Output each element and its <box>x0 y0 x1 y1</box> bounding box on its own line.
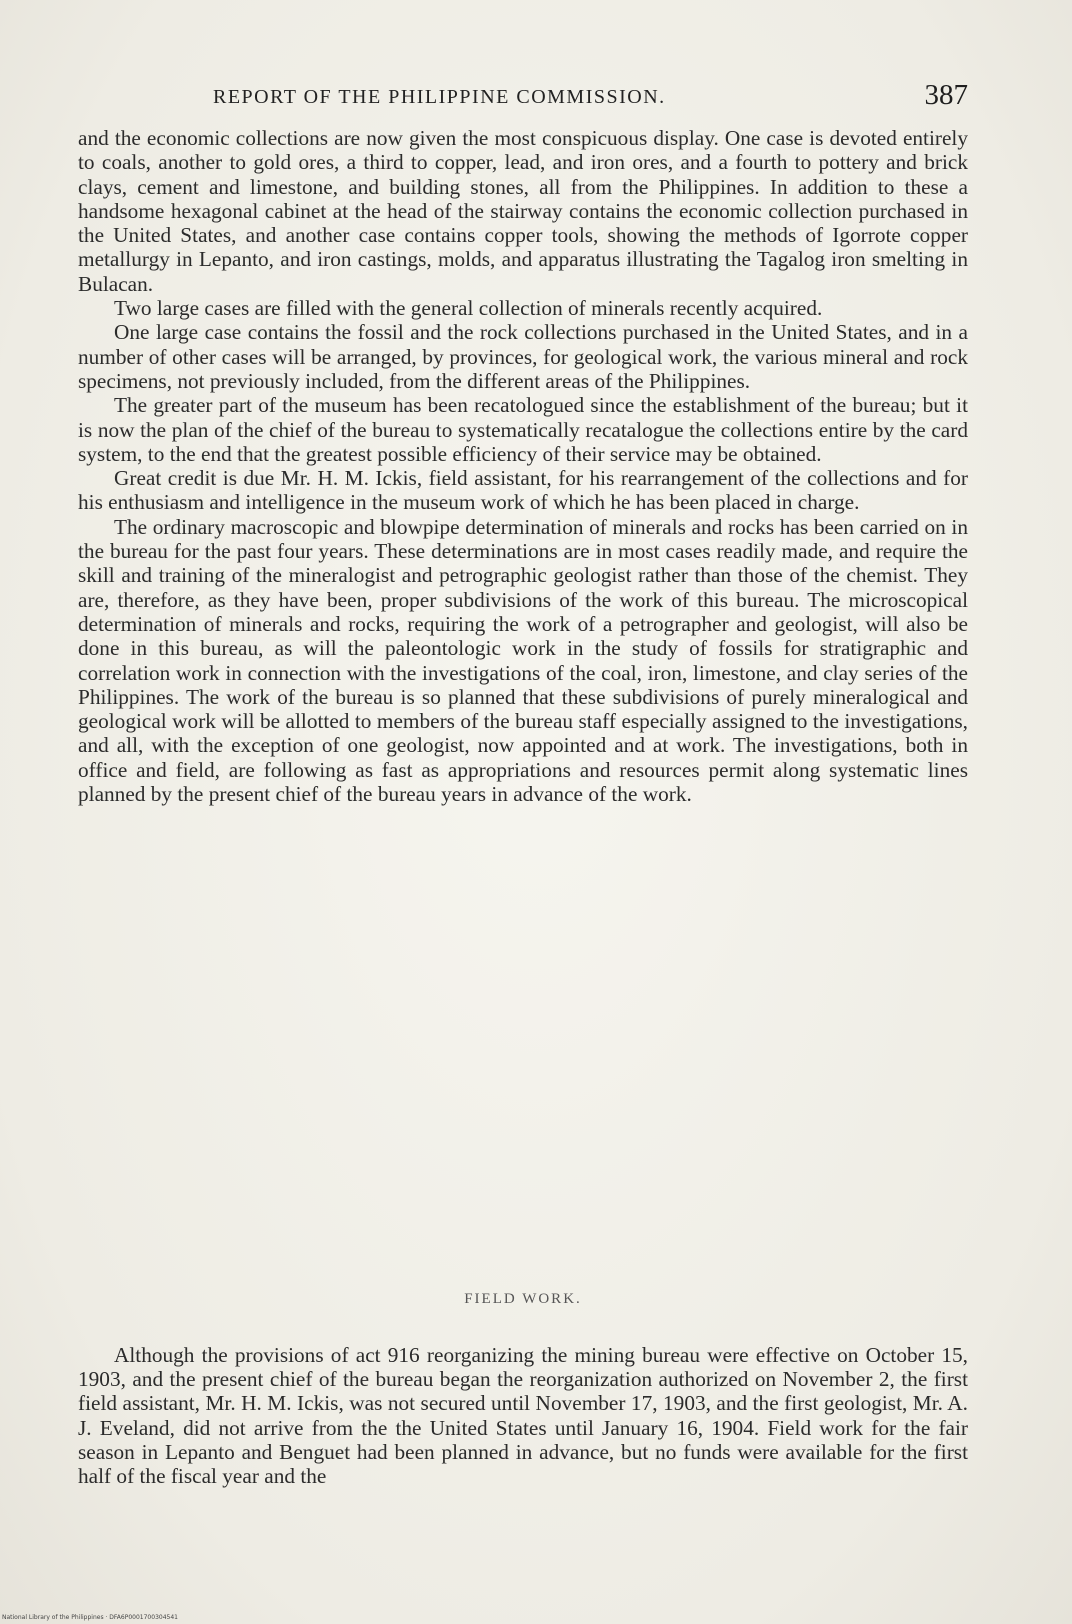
body-text <box>78 126 968 806</box>
paragraph: The ordinary macroscopic and blowpipe determination of minerals and rocks has been carried on in the bureau for the past four years. These determinations are in most cases readily made, and require the skill and training of the mineralogist and petrographic geologist rather than those of the chemist. They are, therefore, as they have been, proper subdivisions of the work of this bureau. The microscopical determination of minerals and rocks, requiring the work of a petrographer and geologist, will also be done in this bureau, as will the paleontologic work in the study of fossils for stratigraphic and correlation work in connection with the investigations of the coal, iron, limestone, and clay series of the Philippines. The work of the bureau is so planned that these subdivisions of purely mineralogical and geological work will be allotted to members of the bureau staff especially assigned to the investigations, and all, with the exception of one geologist, now appointed and at work. The investigations, both in office and field, are following as fast as appropriations and resources permit along systematic lines planned by the present chief of the bureau years in advance of the work. <box>78 514 968 807</box>
paragraph: and the economic collections are now given the most conspicuous display. One case is devoted entirely to coals, another to gold ores, a third to copper, lead, and iron ores, and a fourth to pottery and brick clays, cement and limestone, and building stones, all from the Philippines. In addition to these a handsome hexagonal cabinet at the head of the stairway contains the economic collection purchased in the United States, and another case contains copper tools, showing the methods of Igorrote copper metallurgy in Lepanto, and iron castings, molds, and apparatus illustrating the Tagalog iron smelting in Bulacan. <box>78 126 968 296</box>
paragraph: Great credit is due Mr. H. M. Ickis, field assistant, for his rearrangement of the collections and for his enthusiasm and intelligence in the museum work of which he has been placed in charge. <box>78 466 968 515</box>
library-stamp: National Library of the Philippines · DFA6P0001700304541 <box>2 1614 178 1621</box>
paragraph: Two large cases are filled with the general collection of minerals recently acquired. <box>114 296 823 321</box>
section-body-text <box>78 1343 968 1488</box>
paragraph: The greater part of the museum has been recatologued since the establishment of the bureau; but it is now the plan of the chief of the bureau to systematically recatalogue the collections entire by the card system, to the end that the greatest possible efficiency of their service may be obtained. <box>78 393 968 466</box>
paragraph: One large case contains the fossil and the rock collections purchased in the United States, and in a number of other cases will be arranged, by provinces, for geological work, the various mineral and rock specimens, not previously included, from the different areas of the Philippines. <box>78 320 968 393</box>
section-heading: FIELD WORK. <box>464 1291 582 1307</box>
running-title: REPORT OF THE PHILIPPINE COMMISSION. <box>213 86 666 108</box>
page-header <box>78 76 968 116</box>
page-number: 387 <box>924 79 968 111</box>
paragraph: Although the provisions of act 916 reorganizing the mining bureau were effective on October 15, 1903, and the present chief of the bureau began the reorganization authorized on November 2, the first field assistant, Mr. H. M. Ickis, was not secured until November 17, 1903, and the first geologist, Mr. A. J. Eveland, did not arrive from the the United States until January 16, 1904. Field work for the fair season in Lepanto and Benguet had been planned in advance, but no funds were available for the first half of the fiscal year and the <box>78 1343 968 1489</box>
